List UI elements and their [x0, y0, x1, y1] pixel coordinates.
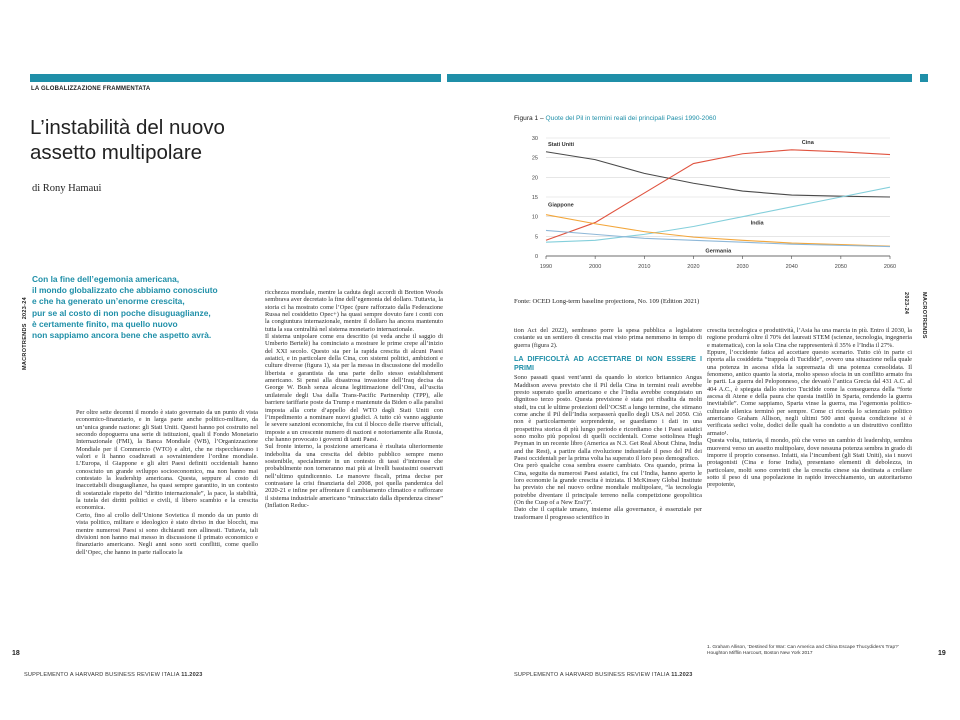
paragraph: Sul fronte interno, la posizione americana è risultata ulteriormente indebolita da una crescita del debito pubblico sempre meno sostenibile, specialmente in un contesto di tassi d’interesse che probabilmente non torneranno mai più ai livelli bassissimi osservati nell’ultimo quindicennio. Le manovre fiscali, prima decise per contrastare la crisi finanziaria del 2008, poi quella pandemica del 2020-21 e infine per affrontare il cambiamento climatico e rafforzare il sistema industriale americano “minacciato dalla dipendenza cinese” (Inflation Reduc- [265, 443, 443, 509]
series-label: Stati Uniti [548, 141, 575, 148]
x-tick-label: 1990 [539, 264, 553, 270]
series-line-india [546, 187, 890, 242]
body-column-4 [707, 327, 912, 640]
page-number-left: 18 [12, 650, 20, 657]
x-tick-label: 2030 [736, 264, 749, 270]
y-tick-label: 30 [531, 136, 538, 142]
paragraph: Dato che il capitale umano, insieme alla governance, è essenziale per trasformare il progresso scientifico in [514, 506, 702, 521]
footer-left [24, 672, 203, 678]
gdp-line-chart [520, 128, 900, 288]
body-column-3 [514, 327, 702, 662]
title-line-2: assetto multipolare [30, 141, 203, 164]
y-tick-label: 0 [534, 254, 538, 260]
figure-caption: Quote del Pil in termini reali dei principali Paesi 1990-2060 [545, 115, 717, 122]
x-tick-label: 2010 [638, 264, 651, 270]
lede-line: pur se al costo di non poche disuguaglianze, [32, 307, 211, 318]
x-tick-label: 2060 [883, 264, 897, 270]
side-label-year: 2023-24 [903, 292, 909, 315]
series-label: Germania [705, 248, 732, 255]
author-byline: di Rony Hamaui [32, 183, 102, 194]
footer-issue: 11.2023 [671, 672, 693, 678]
paragraph: Per oltre sette decenni il mondo è stato governato da un punto di vista economico-finanziario, e in larga parte anche politico-militare, da un’unica grande nazione: gli Stati Uniti. Questi hanno poi costruito nel secondo dopoguerra una serie di istituzioni, quali il Fondo Monetario Internazionale (FMI), la Banca Mondiale (WB), l’Organizzazione Mondiale per il Commercio (WTO) e altri, che ne rispecchiavano i valori e li hanno coadiuvati a sovraintendere l’ordine mondiale. L’Europa, il Giappone e gli altri Paesi definiti occidentali hanno conosciuto un grande sviluppo socioeconomico, ma non hanno mai contestato la leadership americana. Questa, seppure al costo di inaccettabili disuguaglianze, ha quasi sempre garantito, in un contesto di sostanziale rispetto del “diritto internazionale”, la pace, la stabilità, la tutela dei diritti politici e civili, il libero scambio e la crescita economica. [76, 409, 258, 512]
corner-square [920, 74, 928, 82]
footnote: 1. Graham Allison, ‘Destined for War: Can America and China Escape Thucydides’s Trap?’ Houghton Mifflin Harcourt, Boston New York 2017 [707, 645, 899, 656]
paragraph: Il sistema unipolare come era descritto (si veda anche il saggio di Umberto Bertelè) ha cominciato a mostrare le prime crepe all’inizio del XXI secolo. Questo sia per la rapida crescita di alcuni Paesi asiatici, e in particolare della Cina, con sistemi politici, ambizioni e culture diverse (figura 1), sia per la messa in discussione del modello liberista e garantista da una parte dello stesso establishment americano. Si pensi alla disastrosa invasione dell’Iraq decisa da George W. Bush senza alcuna legittimazione dell’Onu, all’uscita unilaterale degli Usa dalla Trans-Pacific Partnership (TPP), alle barriere tariffarie poste da Trump e mantenute da Biden o alla paralisi imposta alla corte d’appello del WTO dagli Stati Uniti con l’impedimento a nominare nuovi giudici. A tutto ciò vanno aggiunte le severe sanzioni economiche, fra cui il blocco delle riserve ufficiali, imposte a un crescente numero di nazioni e notoriamente alla Russia, che hanno provocato i governi di tanti Paesi. [265, 333, 443, 443]
y-tick-label: 25 [531, 155, 538, 162]
article-title [30, 115, 225, 165]
series-label: Giappone [548, 202, 574, 209]
paragraph: Questa volta, tuttavia, il mondo, più che verso un cambio di leadership, sembra muoversi verso un assetto multipolare, dove nessuna potenza sembra in grado di imporre il proprio consenso. Infatti, sia l’incumbent (gli Stati Uniti), sia i nuovi protagonisti (Cina e forse India), presentano elementi di debolezza, in particolare, molti sono convinti che la crescita cinese sia destinata a crollare sotto il peso di una popolazione in rapido invecchiamento, un autoritarismo prepotente, [707, 437, 912, 489]
x-tick-label: 2000 [589, 264, 602, 270]
paragraph: Eppure, l’occidente fatica ad accettare questo scenario. Tutto ciò in parte ci riporta alla cosiddetta “trappola di Tucidide”, ovvero una situazione nella quale una potenza in ascesa sfida la supremazia di una potenza consolidata. Il fenomeno, antico quanto la storia, molto spesso sfocia in un conflitto armato fra le parti. La guerra del Peloponneso, che devastò l’antica Grecia dal 431 A.C. al 404 A.C., è spiegata dallo storico Tucidide come la conseguenza della “forte ascesa di Atene e della paura che questa instillò in Sparta, rendendo la guerra inevitabile”. Come sappiamo, Sparta vinse la guerra, ma l’egemonia politico-culturale ellenica terminò per sempre. Come ci ricorda lo scienziato politico americano Graham Allison, negli ultimi 500 anni questa condizione si è verificata sedici volte, dodici delle quali ha condotto a un distruttivo conflitto armato¹. [707, 349, 912, 437]
footer-text: SUPPLEMENTO A HARVARD BUSINESS REVIEW ITALIA [514, 672, 670, 678]
body-column-2 [265, 289, 443, 659]
figure-label: Figura 1 – [514, 115, 544, 122]
y-tick-label: 5 [534, 234, 538, 241]
body-column-1 [76, 409, 258, 659]
y-tick-label: 10 [531, 214, 538, 221]
side-label-text: MACROTRENDS [22, 323, 28, 370]
top-rule-right [447, 74, 912, 82]
subheading: LA DIFFICOLTÀ AD ACCETTARE DI NON ESSERE I PRIMI [514, 354, 702, 372]
paragraph: Certo, fino al crollo dell’Unione Sovietica il mondo da un punto di vista politico, militare e ideologico è stato diviso in due blocchi, ma mentre numerosi Paesi si sono dichiarati non allineati. Tuttavia, tali divisioni non hanno mai messo in discussione il primato economico e finanziario americano. Negli anni sono sorti conflitti, come quello dell’Opec, che hanno in parte riallocato la [76, 511, 258, 556]
x-tick-label: 2020 [687, 264, 700, 270]
paragraph: tion Act del 2022), sembrano porre la spesa pubblica a legislatore costante su un sentiero di crescita mai visto prima nemmeno in tempo di guerra (figura 2). [514, 327, 702, 349]
lede-line: il mondo globalizzato che abbiamo conosciuto [32, 285, 218, 296]
figure-title [514, 115, 716, 122]
lede [32, 274, 218, 341]
lede-line: Con la fine dell’egemonia americana, [32, 274, 180, 284]
title-line-1: L’instabilità del nuovo [30, 116, 225, 139]
footer-issue: 11.2023 [181, 672, 203, 678]
x-tick-label: 2040 [785, 264, 798, 270]
footer-text: SUPPLEMENTO A HARVARD BUSINESS REVIEW ITALIA [24, 672, 180, 678]
series-line-cina [546, 150, 890, 240]
series-label: India [750, 220, 764, 227]
paragraph: crescita tecnologica e produttività, l’Asia ha una marcia in più. Entro il 2030, la regione produrrà oltre il 70% dei laureati STEM (scienze, tecnologia, ingegneria e matematica), con la sola Cina che rappresenterà il 35% e l’India il 27%. [707, 327, 912, 349]
lede-line: e che ha generato un’enorme crescita, [32, 296, 185, 307]
lede-line: è certamente finito, ma quello nuovo [32, 318, 178, 329]
y-tick-label: 20 [531, 175, 538, 182]
series-label: Cina [801, 139, 814, 146]
x-tick-label: 2050 [834, 264, 847, 270]
page-number-right: 19 [938, 650, 946, 657]
lede-line: non sappiamo ancora bene che aspetto avrà. [32, 330, 212, 341]
section-label: LA GLOBALIZZAZIONE FRAMMENTATA [31, 86, 151, 92]
top-rule-left [30, 74, 441, 82]
paragraph: Ora però qualche cosa sembra essere cambiato. Ora quando, prima la Cina, seguita da numerosi Paesi asiatici, fra cui l’India, hanno aperto le loro economie la grande crescita è iniziata. Il McKinsey Global Institute ha previsto che nel nuovo ordine mondiale multipolare, “la tecnologia potrebbe diventare il principale terreno nella competizione geopolitica (On the Cusp of a New Era?)”. [514, 462, 702, 507]
side-label-text: MACROTRENDS [921, 292, 927, 339]
y-tick-label: 15 [531, 195, 538, 201]
paragraph: Sono passati quasi vent’anni da quando lo storico britannico Angus Maddison aveva previsto che il Pil della Cina in termini reali avrebbe presto superato quello americano e che l’India avrebbe conquistato un dignitoso terzo posto. Questa previsione è stata poi ribadita da molti studi, tra cui le ultime proiezioni dell’OCSE a lungo termine, che stimano come anche il Pil dell’India sorpasserà quello degli USA nel 2050. Ciò non è particolarmente sorprendente, se guardiamo i dati in una prospettiva storica di più lungo periodo e ricordiamo che i Paesi asiatici sono molto più popolosi di quelli occidentali. Come sottolinea Hugh Peyman in un recente libro (America as N.3. Get Real About China, India and the Rest), a partire dalla rivoluzione industriale il peso del Pil dei Paesi occidentali per la prima volta ha superato il loro peso demografico. [514, 374, 702, 462]
chart-source: Fonte: OCED Long-term baseline projections, No. 109 (Edition 2021) [514, 298, 700, 305]
side-label-year: 2023-24 [22, 297, 28, 320]
footer-right [514, 672, 693, 678]
side-label-left [13, 297, 31, 370]
paragraph: ricchezza mondiale, mentre la caduta degli accordi di Bretton Woods sembrava aver decretato la fine dell’egemonia del dollaro. Tuttavia, la storia ci ha mostrato come l’Opec (pure rafforzato dalla Federazione Russa nel cosiddetto Opec+) ha quasi sempre dovuto fare i conti con la congiuntura internazionale, mentre il dollaro ha ancora mantenuto tutta la sua centralità nel sistema monetario internazionale. [265, 289, 443, 333]
